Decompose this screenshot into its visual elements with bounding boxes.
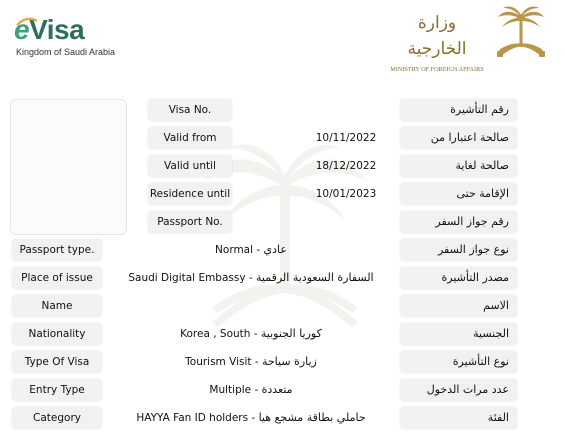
passport-type-value-en: Normal - (215, 244, 264, 256)
visa-number-ar-label: رقم التأشيرة (400, 99, 517, 121)
valid-from-label: Valid from (148, 127, 232, 149)
nationality-value-ar: كوريا الجنوبية (260, 327, 322, 340)
visa-type-row (0, 351, 567, 373)
valid-until-ar-label: صالحة لغاية (400, 155, 517, 177)
visa-number-label: Visa No. (148, 99, 232, 121)
place-of-issue-value-ar: السفارة السعودية الرقمية (256, 271, 374, 284)
passport-type-ar-label: نوع جواز السفر (400, 239, 517, 261)
category-ar-label: الفئة (400, 407, 517, 429)
place-of-issue-label: Place of issue (12, 267, 102, 289)
category-row (0, 407, 567, 429)
place-of-issue-value-en: Saudi Digital Embassy - (128, 272, 257, 284)
passport-type-row (0, 239, 567, 261)
saudi-emblem-icon (494, 5, 548, 63)
passport-number-row (0, 211, 567, 233)
place-of-issue-value (106, 267, 396, 289)
visa-type-value-ar: زيارة سياحة (261, 355, 317, 368)
valid-from-ar-label: صالحة اعتبارا من (400, 127, 517, 149)
entry-type-row (0, 379, 567, 401)
ministry-logo (388, 10, 486, 73)
entry-type-value (106, 379, 396, 401)
nationality-value (106, 323, 396, 345)
passport-type-value-ar: عادي (263, 243, 287, 256)
visa-number-value (236, 99, 396, 121)
logo-visa: Visa (29, 14, 85, 45)
passport-type-label: Passport type. (12, 239, 102, 261)
passport-number-ar-label: رقم جواز السفر (400, 211, 517, 233)
name-value (106, 295, 396, 317)
valid-until-row (0, 155, 567, 177)
residence-until-row (0, 183, 567, 205)
visa-type-value (106, 351, 396, 373)
category-value (106, 407, 396, 429)
valid-until-value: 18/12/2022 (315, 160, 377, 172)
name-label: Name (12, 295, 102, 317)
category-label: Category (12, 407, 102, 429)
entry-type-value-ar: متعددة (261, 383, 293, 396)
place-of-issue-ar-label: مصدر التأشيرة (400, 267, 517, 289)
visa-number-row (0, 99, 567, 121)
valid-from-value: 10/11/2022 (315, 132, 377, 144)
logo-swoosh-icon (16, 17, 38, 27)
name-ar-label: الاسم (400, 295, 517, 317)
passport-number-label: Passport No. (148, 211, 232, 233)
nationality-ar-label: الجنسية (400, 323, 517, 345)
entry-type-value-en: Multiple - (209, 384, 262, 396)
ministry-english: MINISTRY OF FOREIGN AFFAIRS (390, 66, 484, 73)
visa-type-ar-label: نوع التأشيرة (400, 351, 517, 373)
visa-type-label: Type Of Visa (12, 351, 102, 373)
passport-type-value (106, 239, 396, 261)
nationality-label: Nationality (12, 323, 102, 345)
evisa-logo (14, 14, 134, 58)
category-value-en: HAYYA Fan ID holders - (136, 412, 259, 424)
entry-type-label: Entry Type (12, 379, 102, 401)
nationality-row (0, 323, 567, 345)
place-of-issue-row (0, 267, 567, 289)
residence-until-value: 10/01/2023 (315, 188, 377, 200)
nationality-value-en: Korea , South - (180, 328, 261, 340)
residence-until-ar-label: الإقامة حتى (400, 183, 517, 205)
entry-type-ar-label: عدد مرات الدخول (400, 379, 517, 401)
name-row (0, 295, 567, 317)
logo-e: e (14, 14, 30, 45)
valid-from-row (0, 127, 567, 149)
valid-until-label: Valid until (148, 155, 232, 177)
passport-number-value (236, 211, 396, 233)
logo-subtitle: Kingdom of Saudi Arabia (16, 47, 116, 57)
visa-type-value-en: Tourism Visit - (185, 356, 262, 368)
residence-until-label: Residence until (148, 183, 232, 205)
ministry-arabic: وزارة الخارجية (407, 13, 467, 59)
category-value-ar: حاملي بطاقة مشجع هيا (258, 411, 366, 424)
